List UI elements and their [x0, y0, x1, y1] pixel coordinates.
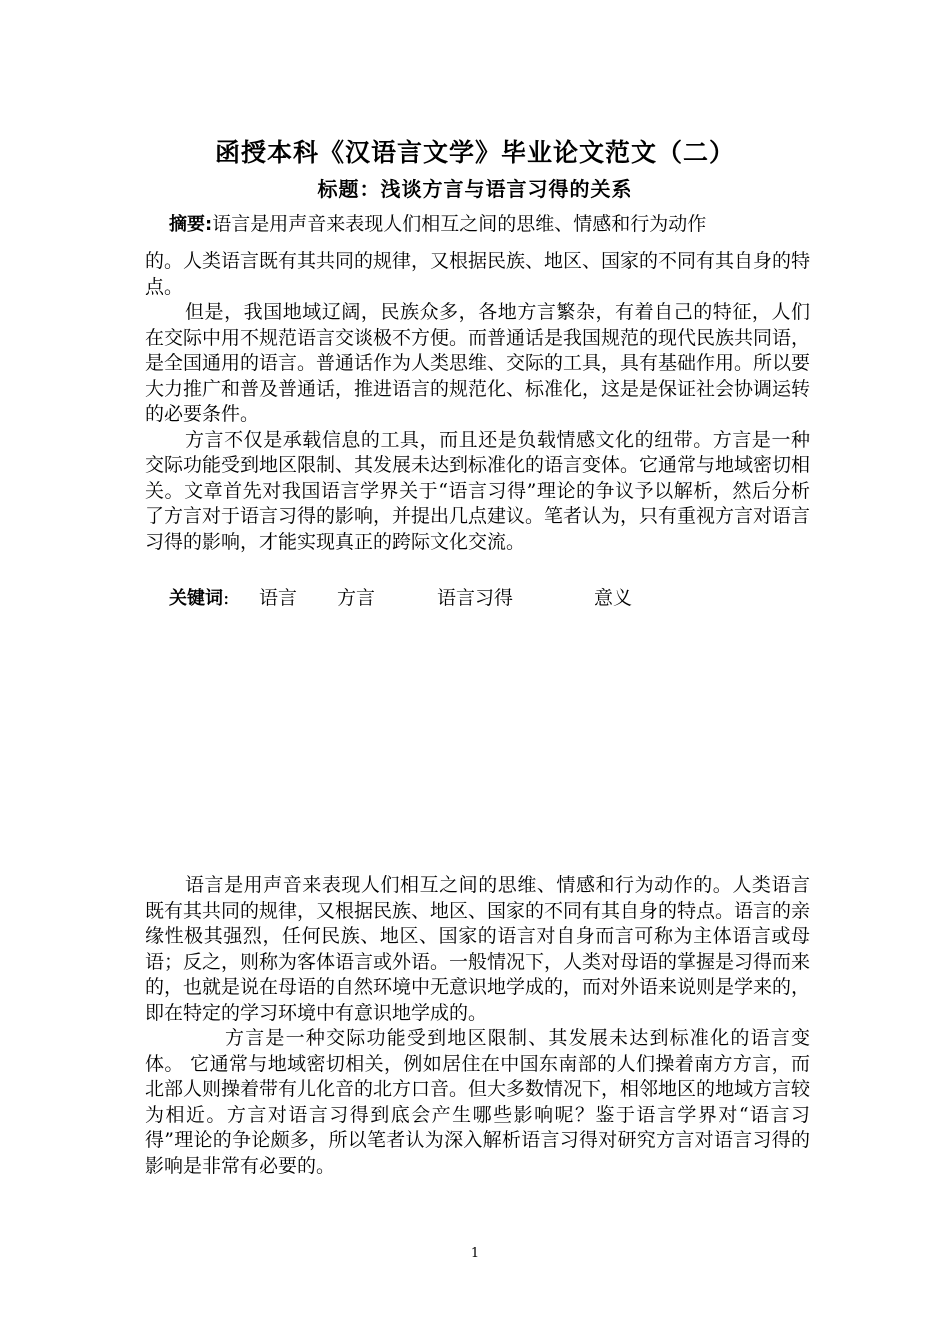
- main-body: [145, 873, 810, 1179]
- abstract-label: 摘要: [169, 214, 205, 235]
- keywords-colon: :: [223, 587, 230, 609]
- page-number: 1: [470, 1246, 480, 1261]
- keyword-item: 方言: [337, 587, 376, 609]
- abstract-paragraph-2: 但是，我国地域辽阔，民族众多，各地方言繁杂，有着自己的特征，人们在交际中用不规范语言交谈极不方便。而普通话是我国规范的现代民族共同语，是全国通用的语言。普通话作为人类思维、交际的工具，具有基础作用。所以要大力推广和普及普通话，推进语言的规范化、标准化，这是是保证社会协调运转的必要条件。: [145, 301, 811, 425]
- keyword-item: 语言: [259, 587, 298, 609]
- abstract-body: [145, 249, 810, 555]
- body-paragraph-1: 语言是用声音来表现人们相互之间的思维、情感和行为动作的。人类语言既有其共同的规律，又根据民族、地区、国家的不同有其自身的特点。语言的亲缘性极其强烈，任何民族、地区、国家的语言对自身而言可称为主体语言或母语；反之，则称为客体语言或外语。一般情况下，人类对母语的掌握是习得而来的，也就是说在母语的自然环境中无意识地学成的，而对外语来说则是学来的，即在特定的学习环境中有意识地学成的。: [145, 874, 811, 1024]
- keyword-item: 意义: [594, 587, 633, 609]
- abstract-colon: :: [205, 214, 213, 235]
- document-title: 函授本科《汉语言文学》毕业论文范文（二）: [214, 138, 735, 167]
- abstract-first-line: [145, 212, 810, 238]
- document-subtitle: 标题：浅谈方言与语言习得的关系: [317, 177, 633, 201]
- keywords-line: [169, 585, 632, 612]
- keywords-label: 关键词: [169, 588, 223, 609]
- keyword-item: 语言习得: [437, 587, 514, 609]
- abstract-first-line-text: 语言是用声音来表现人们相互之间的思维、情感和行为动作: [212, 213, 707, 235]
- abstract-continuation: 的。人类语言既有其共同的规律，又根据民族、地区、国家的不同有其自身的特点。: [145, 250, 811, 298]
- abstract-paragraph-3: 方言不仅是承载信息的工具，而且还是负载情感文化的纽带。方言是一种交际功能受到地区限制、其发展未达到标准化的语言变体。它通常与地域密切相关。文章首先对我国语言学界关于“语言习得”理论的争议予以解析，然后分析了方言对于语言习得的影响，并提出几点建议。笔者认为，只有重视方言对语言习得的影响，才能实现真正的跨际文化交流。: [145, 428, 811, 553]
- body-paragraph-2: 方言是一种交际功能受到地区限制、其发展未达到标准化的语言变体。 它通常与地域密切相关，例如居住在中国东南部的人们操着南方方言，而北部人则操着带有儿化音的北方口音。但大多数情况下，相邻地区的地域方言较为相近。方言对语言习得到底会产生哪些影响呢？鉴于语言学界对“语言习得”理论的争论颇多，所以笔者认为深入解析语言习得对研究方言对语言习得的影响是非常有必要的。: [145, 1027, 811, 1177]
